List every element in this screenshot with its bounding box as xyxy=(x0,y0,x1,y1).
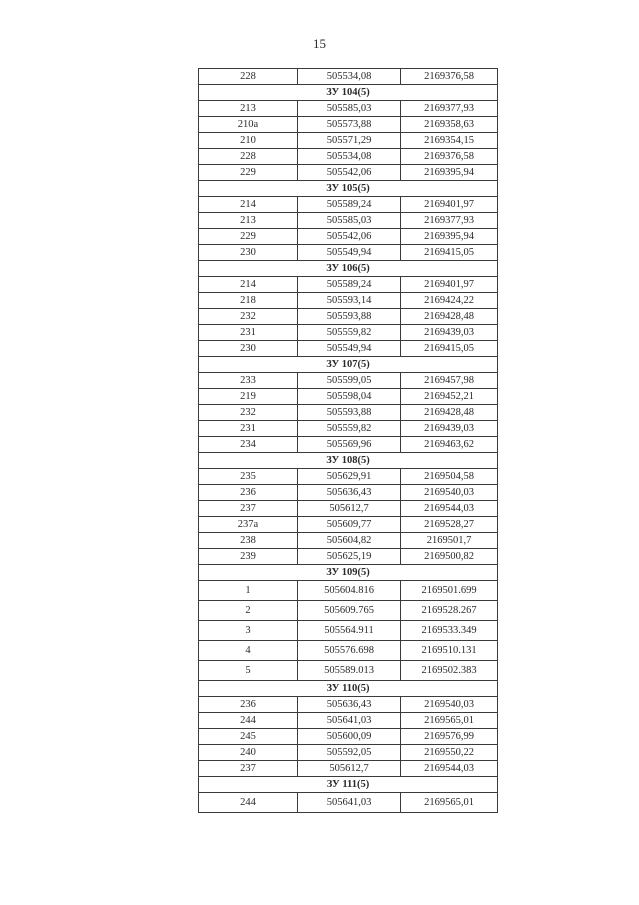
table-row xyxy=(199,713,498,729)
table-row xyxy=(199,761,498,777)
x-coordinate-cell: 505589,24 xyxy=(298,197,401,213)
x-coordinate-cell: 505559,82 xyxy=(298,325,401,341)
table-row xyxy=(199,277,498,293)
y-coordinate-cell: 2169540,03 xyxy=(401,485,498,501)
y-coordinate-cell: 2169528,27 xyxy=(401,517,498,533)
section-header-row xyxy=(199,453,498,469)
point-number-cell: 233 xyxy=(199,373,298,389)
point-number-cell: 228 xyxy=(199,149,298,165)
table-row xyxy=(199,501,498,517)
y-coordinate-cell: 2169528.267 xyxy=(401,601,498,621)
y-coordinate-cell: 2169452,21 xyxy=(401,389,498,405)
y-coordinate-cell: 2169544,03 xyxy=(401,761,498,777)
point-number-cell: 244 xyxy=(199,793,298,813)
point-number-cell: 232 xyxy=(199,405,298,421)
table-row xyxy=(199,661,498,681)
section-title: ЗУ 111(5) xyxy=(199,777,498,793)
y-coordinate-cell: 2169501.699 xyxy=(401,581,498,601)
point-number-cell: 236 xyxy=(199,485,298,501)
point-number-cell: 5 xyxy=(199,661,298,681)
section-header-row xyxy=(199,777,498,793)
x-coordinate-cell: 505593,88 xyxy=(298,405,401,421)
y-coordinate-cell: 2169401,97 xyxy=(401,197,498,213)
point-number-cell: 2 xyxy=(199,601,298,621)
x-coordinate-cell: 505593,88 xyxy=(298,309,401,325)
x-coordinate-cell: 505569,96 xyxy=(298,437,401,453)
table-row xyxy=(199,373,498,389)
table-row xyxy=(199,117,498,133)
x-coordinate-cell: 505636,43 xyxy=(298,485,401,501)
x-coordinate-cell: 505604,82 xyxy=(298,533,401,549)
x-coordinate-cell: 505542,06 xyxy=(298,229,401,245)
table-row xyxy=(199,149,498,165)
x-coordinate-cell: 505576.698 xyxy=(298,641,401,661)
table-row xyxy=(199,133,498,149)
table-row xyxy=(199,405,498,421)
point-number-cell: 214 xyxy=(199,277,298,293)
y-coordinate-cell: 2169424,22 xyxy=(401,293,498,309)
x-coordinate-cell: 505604.816 xyxy=(298,581,401,601)
y-coordinate-cell: 2169376,58 xyxy=(401,149,498,165)
x-coordinate-cell: 505593,14 xyxy=(298,293,401,309)
x-coordinate-cell: 505612,7 xyxy=(298,761,401,777)
table-row xyxy=(199,621,498,641)
point-number-cell: 1 xyxy=(199,581,298,601)
point-number-cell: 214 xyxy=(199,197,298,213)
point-number-cell: 234 xyxy=(199,437,298,453)
point-number-cell: 230 xyxy=(199,341,298,357)
y-coordinate-cell: 2169401,97 xyxy=(401,277,498,293)
table-row xyxy=(199,697,498,713)
y-coordinate-cell: 2169428,48 xyxy=(401,405,498,421)
table-row xyxy=(199,165,498,181)
y-coordinate-cell: 2169415,05 xyxy=(401,245,498,261)
y-coordinate-cell: 2169395,94 xyxy=(401,229,498,245)
y-coordinate-cell: 2169550,22 xyxy=(401,745,498,761)
table-row xyxy=(199,325,498,341)
table-row xyxy=(199,245,498,261)
point-number-cell: 238 xyxy=(199,533,298,549)
section-title: ЗУ 107(5) xyxy=(199,357,498,373)
table-row xyxy=(199,421,498,437)
x-coordinate-cell: 505636,43 xyxy=(298,697,401,713)
point-number-cell: 231 xyxy=(199,421,298,437)
y-coordinate-cell: 2169377,93 xyxy=(401,101,498,117)
table-row xyxy=(199,309,498,325)
point-number-cell: 229 xyxy=(199,165,298,181)
point-number-cell: 213 xyxy=(199,213,298,229)
y-coordinate-cell: 2169565,01 xyxy=(401,713,498,729)
table-row xyxy=(199,793,498,813)
table-row xyxy=(199,469,498,485)
x-coordinate-cell: 505585,03 xyxy=(298,101,401,117)
point-number-cell: 229 xyxy=(199,229,298,245)
section-title: ЗУ 110(5) xyxy=(199,681,498,697)
point-number-cell: 218 xyxy=(199,293,298,309)
coordinates-table-body xyxy=(199,69,498,813)
x-coordinate-cell: 505629,91 xyxy=(298,469,401,485)
point-number-cell: 230 xyxy=(199,245,298,261)
y-coordinate-cell: 2169565,01 xyxy=(401,793,498,813)
y-coordinate-cell: 2169395,94 xyxy=(401,165,498,181)
y-coordinate-cell: 2169377,93 xyxy=(401,213,498,229)
x-coordinate-cell: 505549,94 xyxy=(298,245,401,261)
x-coordinate-cell: 505589.013 xyxy=(298,661,401,681)
y-coordinate-cell: 2169415,05 xyxy=(401,341,498,357)
x-coordinate-cell: 505571,29 xyxy=(298,133,401,149)
table-row xyxy=(199,641,498,661)
table-row xyxy=(199,69,498,85)
y-coordinate-cell: 2169376,58 xyxy=(401,69,498,85)
section-title: ЗУ 109(5) xyxy=(199,565,498,581)
point-number-cell: 237 xyxy=(199,761,298,777)
section-header-row xyxy=(199,261,498,277)
table-row xyxy=(199,485,498,501)
table-row xyxy=(199,581,498,601)
point-number-cell: 237 xyxy=(199,501,298,517)
point-number-cell: 210а xyxy=(199,117,298,133)
y-coordinate-cell: 2169428,48 xyxy=(401,309,498,325)
x-coordinate-cell: 505641,03 xyxy=(298,713,401,729)
y-coordinate-cell: 2169533.349 xyxy=(401,621,498,641)
point-number-cell: 236 xyxy=(199,697,298,713)
table-row xyxy=(199,517,498,533)
point-number-cell: 231 xyxy=(199,325,298,341)
coordinates-table xyxy=(198,68,498,813)
x-coordinate-cell: 505542,06 xyxy=(298,165,401,181)
point-number-cell: 3 xyxy=(199,621,298,641)
y-coordinate-cell: 2169354,15 xyxy=(401,133,498,149)
table-row xyxy=(199,293,498,309)
point-number-cell: 239 xyxy=(199,549,298,565)
section-title: ЗУ 104(5) xyxy=(199,85,498,101)
x-coordinate-cell: 505612,7 xyxy=(298,501,401,517)
x-coordinate-cell: 505564.911 xyxy=(298,621,401,641)
x-coordinate-cell: 505585,03 xyxy=(298,213,401,229)
point-number-cell: 228 xyxy=(199,69,298,85)
y-coordinate-cell: 2169540,03 xyxy=(401,697,498,713)
page-number: 15 xyxy=(313,36,326,51)
x-coordinate-cell: 505609.765 xyxy=(298,601,401,621)
y-coordinate-cell: 2169510.131 xyxy=(401,641,498,661)
section-header-row xyxy=(199,357,498,373)
point-number-cell: 235 xyxy=(199,469,298,485)
x-coordinate-cell: 505592,05 xyxy=(298,745,401,761)
section-header-row xyxy=(199,85,498,101)
table-row xyxy=(199,601,498,621)
point-number-cell: 240 xyxy=(199,745,298,761)
table-row xyxy=(199,729,498,745)
table-row xyxy=(199,437,498,453)
x-coordinate-cell: 505609,77 xyxy=(298,517,401,533)
y-coordinate-cell: 2169501,7 xyxy=(401,533,498,549)
x-coordinate-cell: 505641,03 xyxy=(298,793,401,813)
point-number-cell: 210 xyxy=(199,133,298,149)
x-coordinate-cell: 505625,19 xyxy=(298,549,401,565)
section-title: ЗУ 106(5) xyxy=(199,261,498,277)
y-coordinate-cell: 2169544,03 xyxy=(401,501,498,517)
section-header-row xyxy=(199,565,498,581)
table-row xyxy=(199,549,498,565)
point-number-cell: 244 xyxy=(199,713,298,729)
x-coordinate-cell: 505534,08 xyxy=(298,149,401,165)
y-coordinate-cell: 2169504,58 xyxy=(401,469,498,485)
x-coordinate-cell: 505559,82 xyxy=(298,421,401,437)
x-coordinate-cell: 505534,08 xyxy=(298,69,401,85)
y-coordinate-cell: 2169439,03 xyxy=(401,325,498,341)
x-coordinate-cell: 505600,09 xyxy=(298,729,401,745)
x-coordinate-cell: 505589,24 xyxy=(298,277,401,293)
section-title: ЗУ 105(5) xyxy=(199,181,498,197)
table-row xyxy=(199,213,498,229)
y-coordinate-cell: 2169500,82 xyxy=(401,549,498,565)
y-coordinate-cell: 2169576,99 xyxy=(401,729,498,745)
table-row xyxy=(199,101,498,117)
table-row xyxy=(199,197,498,213)
section-header-row xyxy=(199,181,498,197)
point-number-cell: 237а xyxy=(199,517,298,533)
y-coordinate-cell: 2169439,03 xyxy=(401,421,498,437)
point-number-cell: 4 xyxy=(199,641,298,661)
table-row xyxy=(199,341,498,357)
y-coordinate-cell: 2169457,98 xyxy=(401,373,498,389)
x-coordinate-cell: 505599,05 xyxy=(298,373,401,389)
y-coordinate-cell: 2169463,62 xyxy=(401,437,498,453)
y-coordinate-cell: 2169358,63 xyxy=(401,117,498,133)
point-number-cell: 213 xyxy=(199,101,298,117)
section-header-row xyxy=(199,681,498,697)
table-row xyxy=(199,389,498,405)
point-number-cell: 232 xyxy=(199,309,298,325)
table-row xyxy=(199,533,498,549)
point-number-cell: 219 xyxy=(199,389,298,405)
x-coordinate-cell: 505549,94 xyxy=(298,341,401,357)
x-coordinate-cell: 505573,88 xyxy=(298,117,401,133)
point-number-cell: 245 xyxy=(199,729,298,745)
table-row xyxy=(199,229,498,245)
x-coordinate-cell: 505598,04 xyxy=(298,389,401,405)
table-row xyxy=(199,745,498,761)
y-coordinate-cell: 2169502.383 xyxy=(401,661,498,681)
section-title: ЗУ 108(5) xyxy=(199,453,498,469)
